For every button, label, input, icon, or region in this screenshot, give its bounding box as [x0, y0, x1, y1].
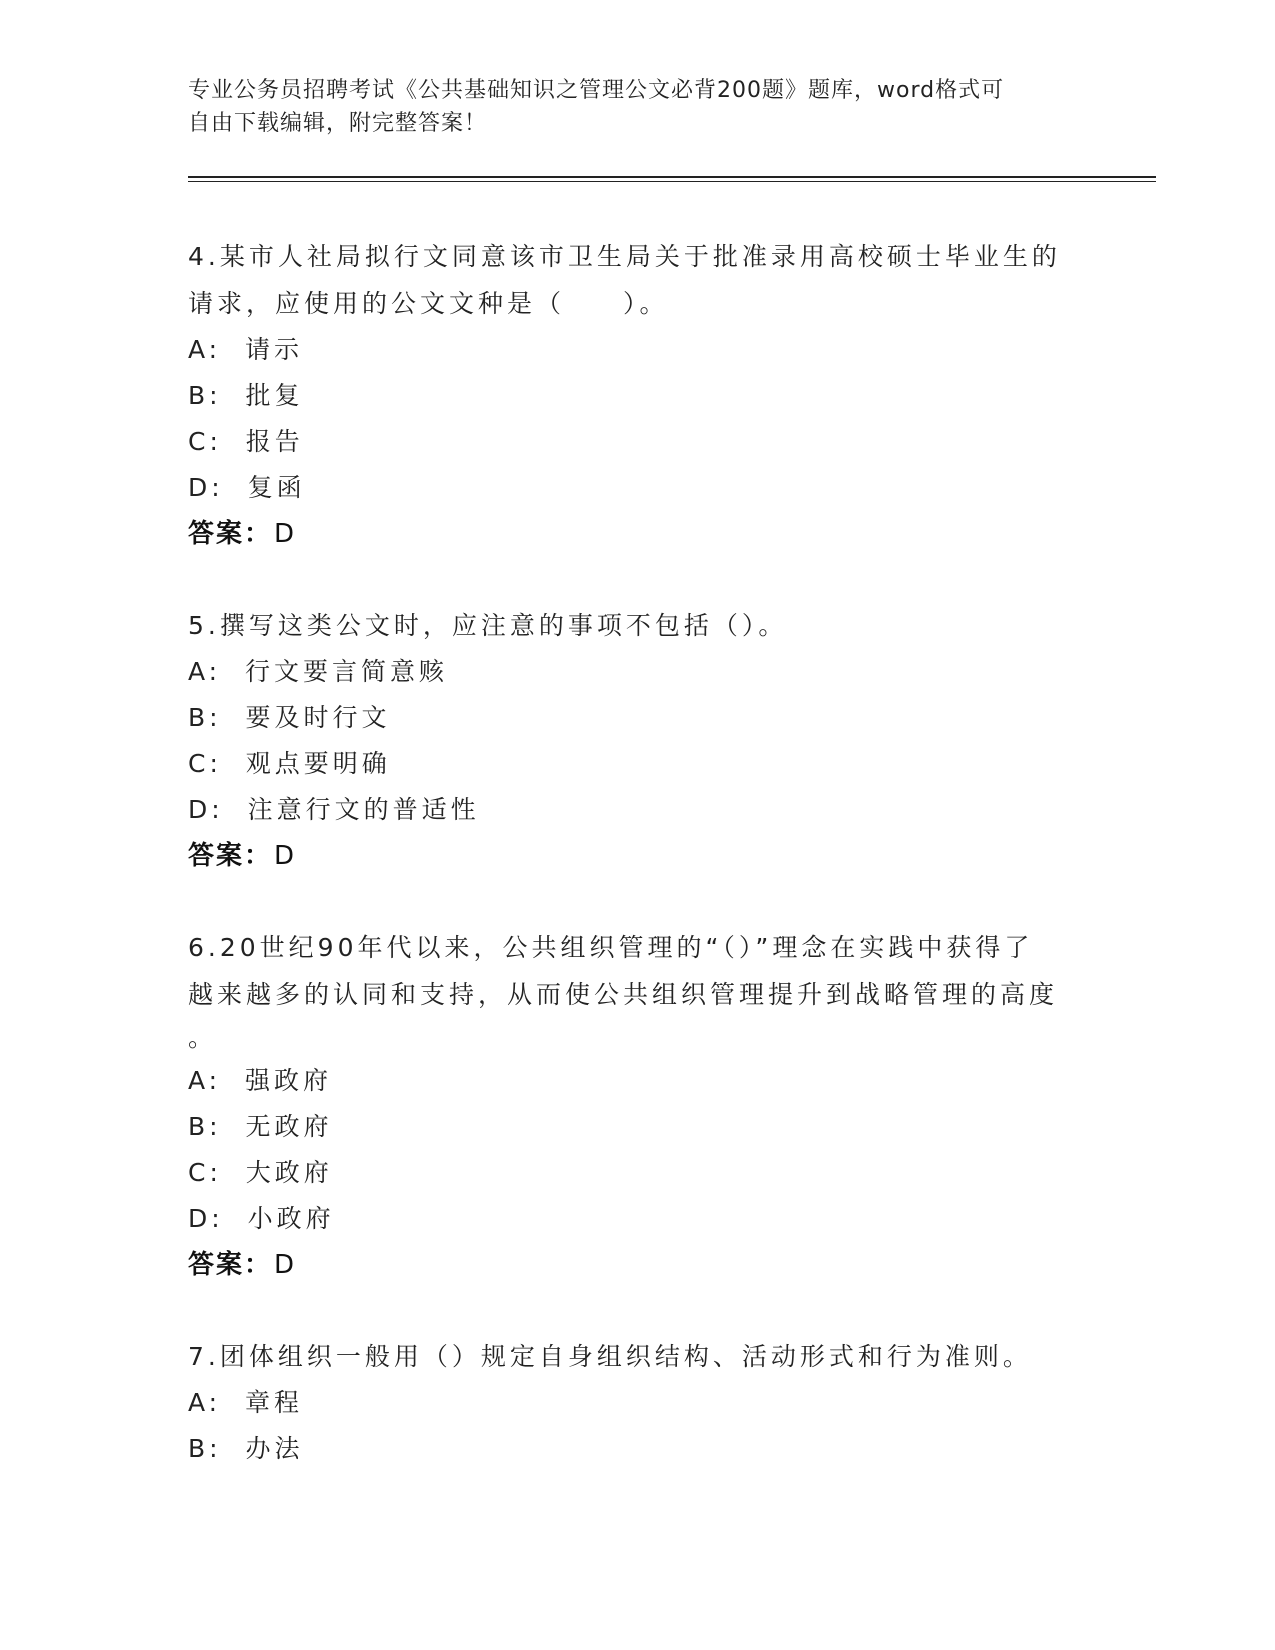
option-a: A: 章程: [188, 1388, 303, 1417]
spacer: [188, 1288, 1088, 1333]
question-6: [188, 924, 1088, 1288]
answer-value: D: [274, 1250, 297, 1280]
header-line-2: 自由下载编辑，附完整答案！: [188, 111, 488, 136]
question-stem: 4.某市人社局拟行文同意该市卫生局关于批准录用高校硕士毕业生的: [188, 242, 1061, 271]
answer-line: [188, 1242, 1088, 1288]
answer-label: 答案：: [188, 519, 273, 549]
option-b: B: 批复: [188, 381, 304, 410]
question-stem: 5.撰写这类公文时，应注意的事项不包括（）。: [188, 611, 788, 640]
option-a: A: 强政府: [188, 1066, 332, 1095]
question-stem: 6.20世纪90年代以来，公共组织管理的“（）”理念在实践中获得了: [188, 933, 1034, 962]
answer-value: D: [274, 519, 297, 549]
answer-line: [188, 511, 1088, 557]
option-b: B: 要及时行文: [188, 703, 391, 732]
question-4: [188, 233, 1088, 557]
question-list: [188, 233, 1088, 1472]
question-5: [188, 602, 1088, 879]
option-c: C: 观点要明确: [188, 749, 391, 778]
option-a: A: 请示: [188, 335, 303, 364]
answer-line: [188, 833, 1088, 879]
option-c: C: 大政府: [188, 1158, 333, 1187]
question-stem-tail: 。: [188, 1023, 218, 1052]
spacer: [188, 557, 1088, 602]
answer-label: 答案：: [188, 841, 273, 871]
option-d: D: 复函: [188, 473, 306, 502]
document-header: [188, 74, 1088, 140]
question-stem: 请求，应使用的公文文种是（ ）。: [188, 289, 669, 318]
header-divider-thin: [188, 181, 1156, 182]
option-b: B: 办法: [188, 1434, 304, 1463]
header-line-1: 专业公务员招聘考试《公共基础知识之管理公文必背200题》题库，word格式可: [188, 78, 1005, 103]
header-divider: [188, 176, 1156, 178]
question-7: [188, 1333, 1088, 1472]
answer-value: D: [274, 841, 297, 871]
question-stem: 越来越多的认同和支持，从而使公共组织管理提升到战略管理的高度: [188, 980, 1059, 1009]
spacer: [188, 879, 1088, 924]
option-d: D: 注意行文的普适性: [188, 795, 480, 824]
option-c: C: 报告: [188, 427, 304, 456]
answer-label: 答案：: [188, 1250, 273, 1280]
option-a: A: 行文要言简意赅: [188, 657, 448, 686]
question-stem: 7.团体组织一般用（）规定自身组织结构、活动形式和行为准则。: [188, 1342, 1032, 1371]
option-b: B: 无政府: [188, 1112, 333, 1141]
option-d: D: 小政府: [188, 1204, 335, 1233]
